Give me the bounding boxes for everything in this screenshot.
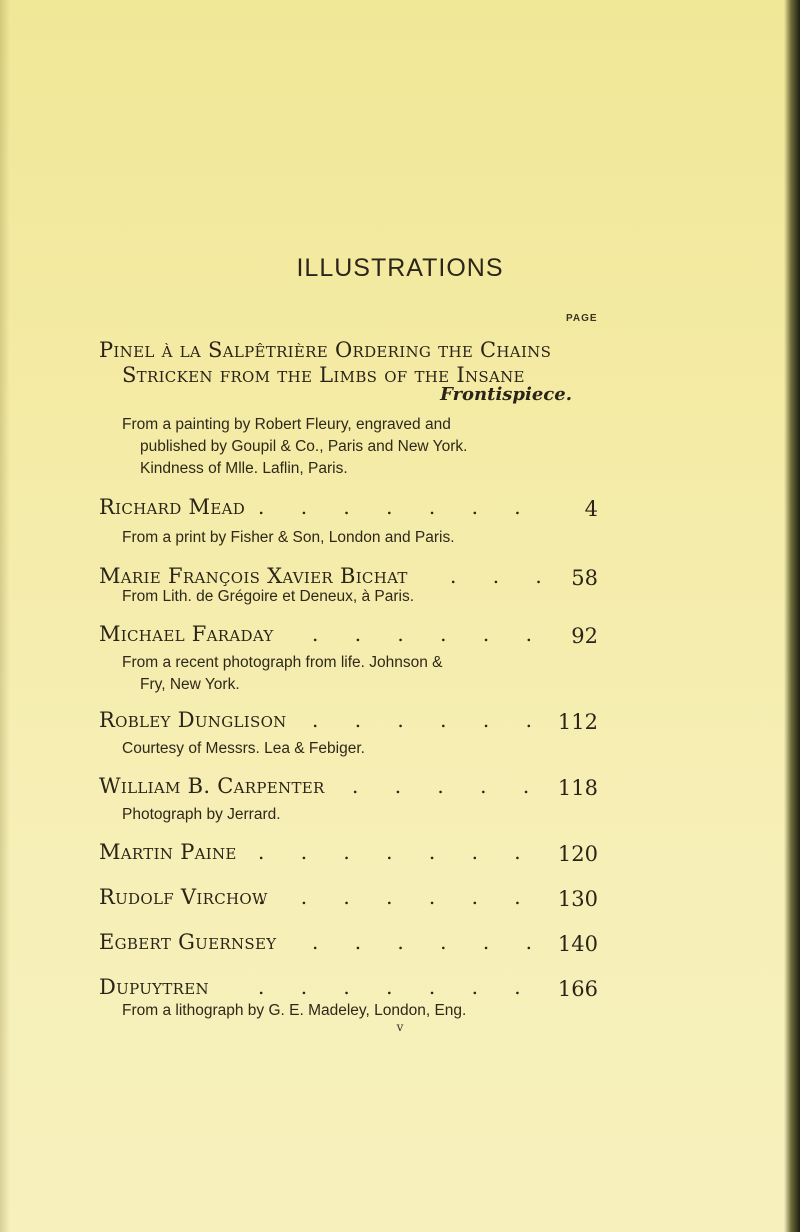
page-edge-right (784, 0, 800, 1232)
dot-leaders: . . . . . . (312, 622, 547, 646)
entry-title-faraday: Michael Faraday (99, 622, 274, 646)
entry-page-number: 92 (571, 624, 598, 648)
entry-note: From a recent photograph from life. Johnson & (122, 654, 443, 671)
page-title: ILLUSTRATIONS (296, 254, 504, 282)
dot-leaders: . . . . . . (312, 708, 547, 732)
entry-title-dupuytren: Dupuytren (99, 975, 209, 999)
dot-leaders: . . . . . (352, 774, 545, 798)
dot-leaders: . . . . . . . (258, 495, 536, 519)
dot-leaders: . . . . . . . (258, 975, 536, 999)
entry-page-number: 166 (557, 977, 598, 1001)
entry-title-guernsey: Egbert Guernsey (99, 930, 277, 954)
entry-note: Photograph by Jerrard. (122, 806, 281, 823)
dot-leaders: . . . . . . (312, 930, 547, 954)
entry-note: From a print by Fisher & Son, London and Paris. (122, 529, 455, 546)
frontispiece-note-3: Kindness of Mlle. Laflin, Paris. (140, 460, 348, 477)
frontispiece-note-2: published by Goupil & Co., Paris and New York. (140, 438, 468, 455)
entry-title-dunglison: Robley Dunglison (99, 708, 287, 732)
entry-page-number: 140 (557, 932, 598, 956)
dot-leaders: . . . . . . . (258, 885, 536, 909)
page-column-label: PAGE (566, 313, 598, 324)
frontispiece-note-1: From a painting by Robert Fleury, engraved and (122, 416, 451, 433)
dot-leaders: . . . (450, 564, 557, 588)
page-shadow-left (0, 0, 10, 1232)
entry-title-bichat: Marie François Xavier Bichat (99, 564, 408, 588)
frontispiece-title-line1: Pinel à la Salpêtrière Ordering the Chains (99, 338, 552, 362)
entry-title-paine: Martin Paine (99, 840, 237, 864)
entry-note: Courtesy of Messrs. Lea & Febiger. (122, 740, 365, 757)
entry-title-carpenter: William B. Carpenter (99, 774, 325, 798)
entry-note: From Lith. de Grégoire et Deneux, à Paris. (122, 588, 415, 605)
dot-leaders: . . . . . . . (258, 840, 536, 864)
entry-page-number: 58 (571, 566, 598, 590)
entry-page-number: 112 (557, 710, 598, 734)
frontispiece-page-label: Frontispiece. (440, 384, 572, 405)
entry-note: Fry, New York. (140, 676, 240, 693)
entry-note: From a lithograph by G. E. Madeley, London, Eng. (122, 1002, 467, 1019)
entry-page-number: 4 (584, 497, 598, 521)
entry-page-number: 130 (557, 887, 598, 911)
entry-page-number: 118 (557, 776, 598, 800)
entry-page-number: 120 (557, 842, 598, 866)
entry-title-richard-mead: Richard Mead (99, 495, 246, 519)
entry-title-virchow: Rudolf Virchow (99, 885, 268, 909)
page-folio: v (396, 1020, 404, 1034)
frontispiece-title-line2: Stricken from the Limbs of the Insane (122, 363, 525, 387)
